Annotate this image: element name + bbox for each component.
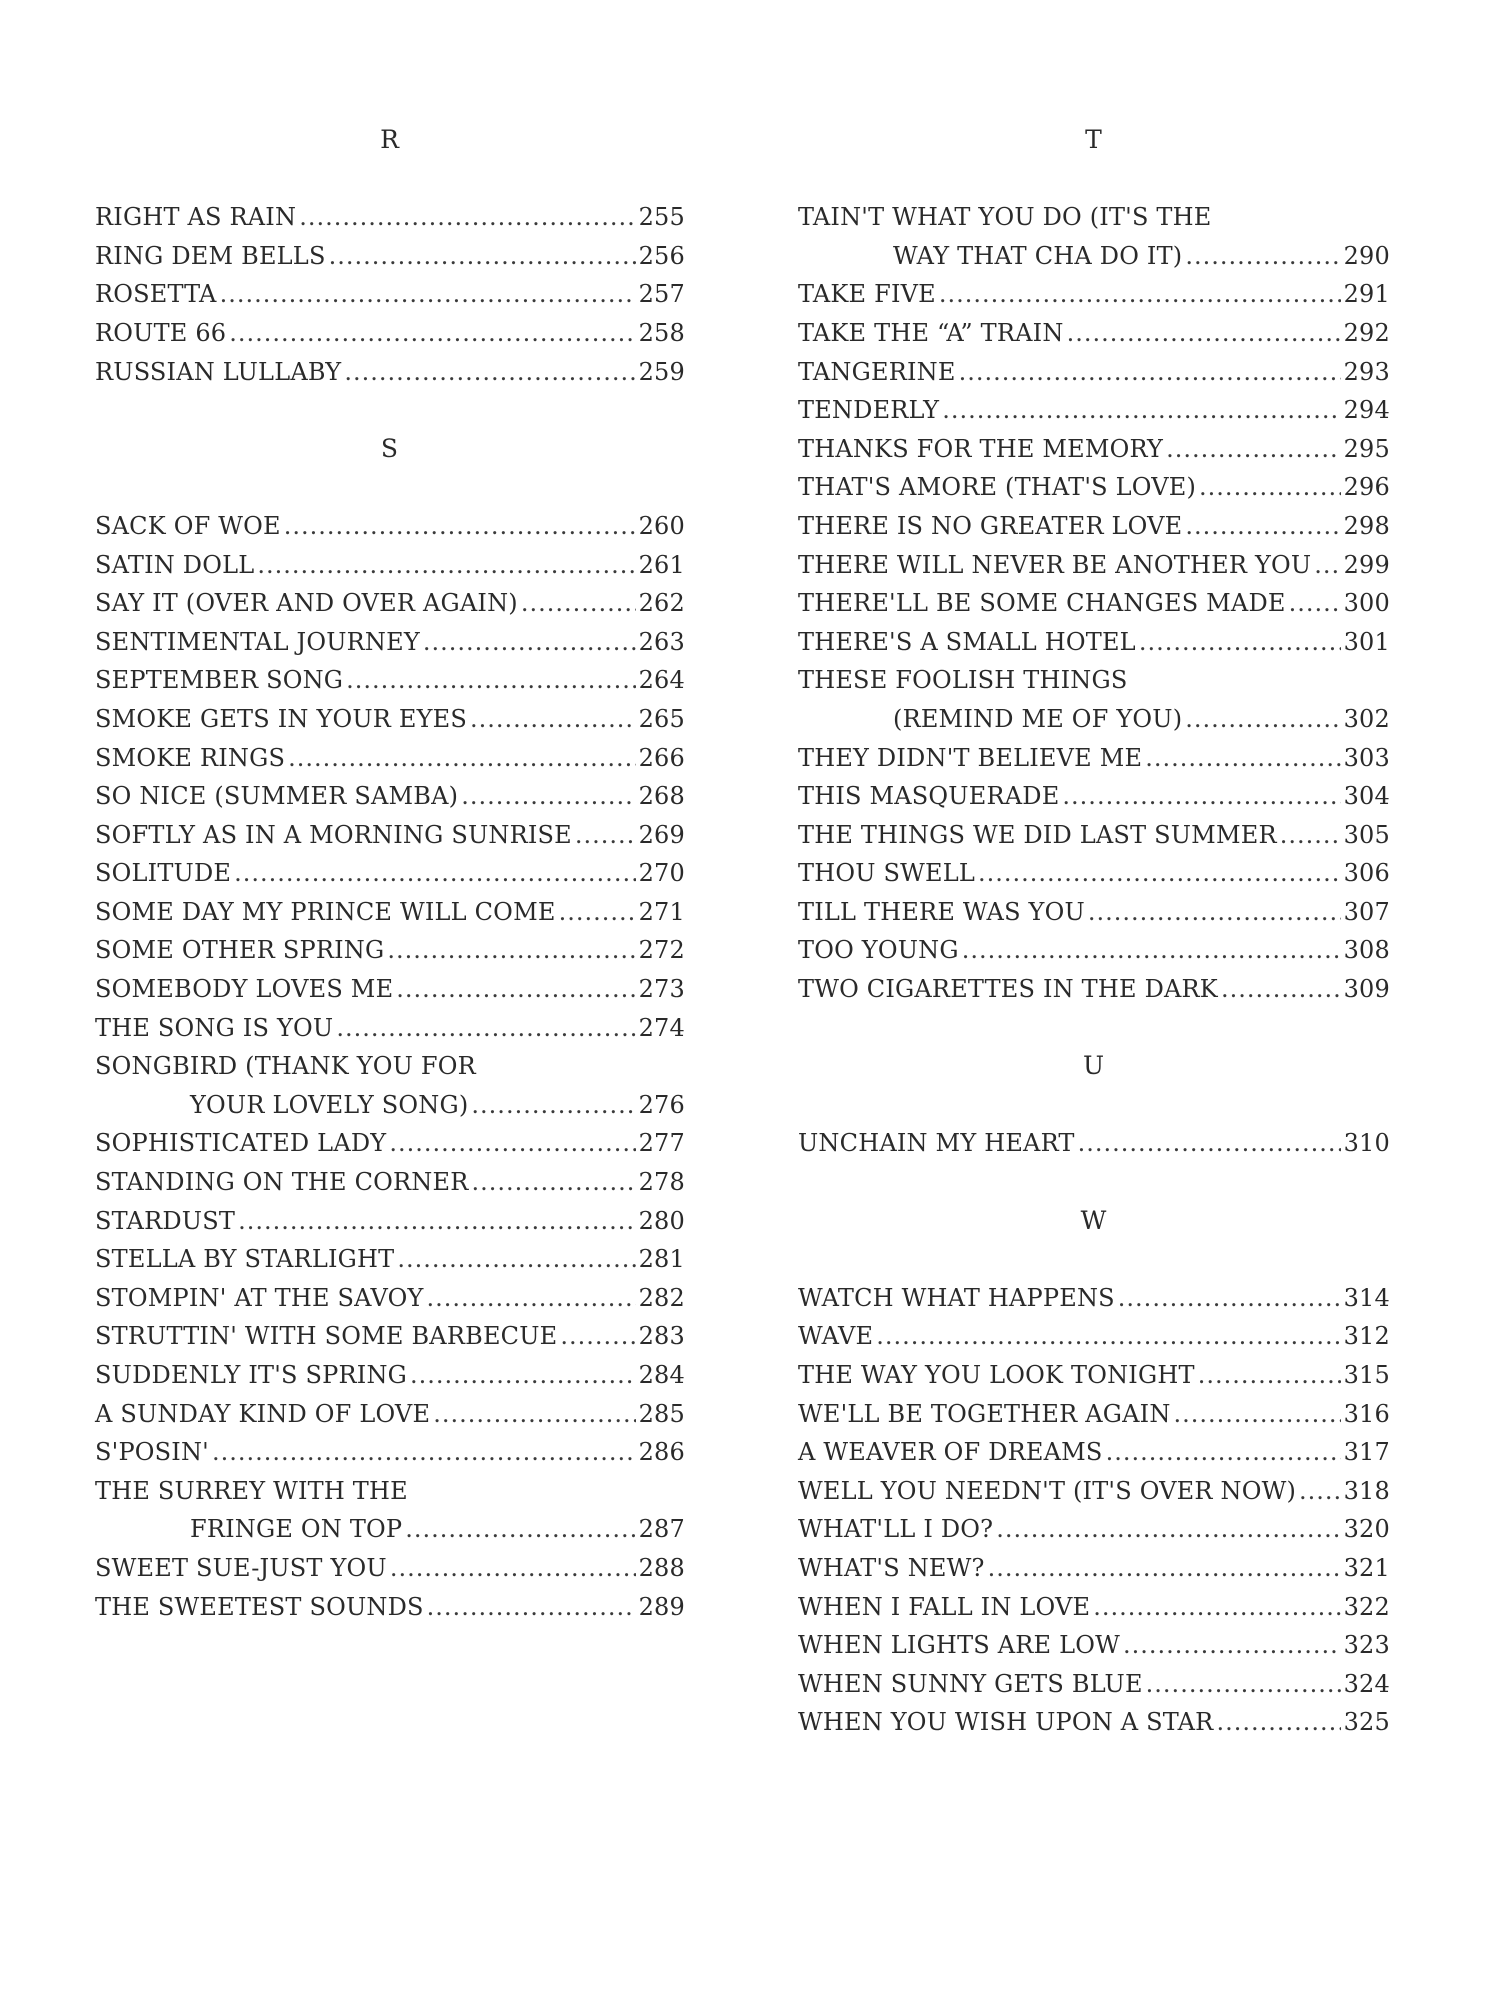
page-number: 276 [638, 1090, 685, 1119]
index-entry [798, 1588, 1390, 1627]
index-entry [798, 777, 1390, 816]
dot-leader [387, 931, 635, 970]
dot-leader [1067, 314, 1341, 353]
index-entry [798, 1356, 1390, 1395]
index-entry [798, 353, 1390, 392]
dot-leader [559, 893, 636, 932]
index-entry [95, 1086, 685, 1125]
index-entry [95, 1009, 685, 1048]
index-entry [95, 1240, 685, 1279]
entry-title: THANKS FOR THE MEMORY [798, 434, 1164, 463]
page-number: 269 [638, 820, 685, 849]
dot-leader [1314, 546, 1340, 585]
index-entry [798, 970, 1390, 1009]
entry-title: THERE WILL NEVER BE ANOTHER YOU [798, 550, 1312, 579]
page-number: 325 [1343, 1708, 1390, 1737]
page-number: 262 [638, 589, 685, 618]
dot-leader [1145, 739, 1340, 778]
entry-title-line2: FRINGE ON TOP [190, 1515, 403, 1544]
index-entry [95, 1356, 685, 1395]
page-number: 260 [638, 511, 685, 540]
index-entry [95, 314, 685, 353]
entry-title: SMOKE RINGS [95, 743, 286, 772]
entry-title-line2: WAY THAT CHA DO IT) [893, 241, 1183, 270]
entry-title: THIS MASQUERADE [798, 782, 1060, 811]
index-entry [798, 275, 1390, 314]
page-number: 289 [638, 1592, 685, 1621]
entry-title: SACK OF WOE [95, 511, 281, 540]
entry-title: RUSSIAN LULLABY [95, 357, 342, 386]
dot-leader [942, 391, 1340, 430]
dot-leader [1166, 430, 1340, 469]
index-entry [798, 931, 1390, 970]
entry-title: STELLA BY STARLIGHT [95, 1245, 395, 1274]
index-entry [798, 1665, 1390, 1704]
page-number: 256 [638, 241, 685, 270]
entry-title: TWO CIGARETTES IN THE DARK [798, 975, 1218, 1004]
entry-title: S'POSIN' [95, 1438, 209, 1467]
page-number: 324 [1343, 1669, 1390, 1698]
index-entry [95, 507, 685, 546]
entry-title: THAT'S AMORE (THAT'S LOVE) [798, 473, 1197, 502]
index-entry [798, 1279, 1390, 1318]
page-number: 305 [1343, 820, 1390, 849]
index-entry [95, 1124, 685, 1163]
entry-list [95, 507, 685, 1626]
index-entry [95, 198, 685, 237]
page-number: 284 [638, 1361, 685, 1389]
page-number: 259 [638, 357, 685, 386]
dot-leader [1198, 1356, 1341, 1395]
entry-list [798, 198, 1390, 1008]
page-number: 301 [1343, 627, 1390, 656]
page-number: 323 [1343, 1631, 1390, 1660]
entry-list [95, 198, 685, 391]
dot-leader [220, 275, 636, 314]
entry-title: TANGERINE [798, 357, 956, 386]
page-number: 288 [638, 1553, 685, 1582]
dot-leader [1146, 1665, 1341, 1704]
page-number: 277 [638, 1129, 685, 1158]
index-column-right [798, 0, 1390, 1742]
entry-title: WHEN LIGHTS ARE LOW [798, 1631, 1120, 1660]
dot-leader [471, 1086, 635, 1125]
dot-leader [1216, 1703, 1340, 1742]
index-entry [798, 1472, 1390, 1511]
entry-title: WHEN SUNNY GETS BLUE [798, 1669, 1143, 1698]
page-number: 321 [1343, 1553, 1390, 1582]
page-number: 265 [638, 704, 685, 733]
page-number: 308 [1343, 936, 1390, 965]
dot-leader [433, 1395, 635, 1434]
index-entry [798, 430, 1390, 469]
dot-leader [390, 1549, 636, 1588]
page-number: 280 [638, 1206, 685, 1235]
section-letter: W [1080, 1205, 1108, 1235]
dot-leader [470, 700, 636, 739]
dot-leader [575, 816, 636, 855]
dot-leader [1139, 623, 1341, 662]
entry-title: WAVE [798, 1322, 874, 1351]
section-letter: U [1082, 1051, 1106, 1081]
index-entry [95, 1549, 685, 1588]
entry-title: A SUNDAY KIND OF LOVE [95, 1399, 431, 1428]
index-entry [798, 468, 1390, 507]
entry-title: SOME OTHER SPRING [95, 936, 385, 965]
page-number: 286 [638, 1438, 685, 1467]
dot-leader [876, 1317, 1340, 1356]
page-number: 274 [638, 1013, 685, 1042]
dot-leader [299, 198, 635, 237]
index-entry [798, 623, 1390, 662]
entry-title: RIGHT AS RAIN [95, 203, 297, 232]
entry-title: THE THINGS WE DID LAST SUMMER [798, 820, 1277, 849]
entry-title: SO NICE (SUMMER SAMBA) [95, 782, 459, 811]
dot-leader [1123, 1626, 1341, 1665]
dot-leader [1062, 777, 1340, 816]
entry-title-line1: TAIN'T WHAT YOU DO (IT'S THE [798, 203, 1212, 232]
section-letter: R [380, 125, 400, 154]
dot-leader [427, 1279, 636, 1318]
page-number: 300 [1343, 589, 1390, 618]
entry-title: TAKE THE “A” TRAIN [798, 318, 1064, 347]
entry-title: TOO YOUNG [798, 936, 959, 965]
page-number: 294 [1343, 396, 1390, 425]
index-entry [95, 893, 685, 932]
entry-list [798, 1124, 1390, 1163]
entry-title: WE'LL BE TOGETHER AGAIN [798, 1399, 1171, 1428]
dot-leader [560, 1317, 635, 1356]
index-entry [798, 1124, 1390, 1163]
entry-title: THE SONG IS YOU [95, 1013, 334, 1042]
entry-title-line1: THE SURREY WITH THE [95, 1476, 408, 1505]
dot-leader [427, 1588, 636, 1627]
page-number: 258 [638, 318, 685, 347]
entry-title: A WEAVER OF DREAMS [798, 1438, 1103, 1467]
page-number: 263 [638, 627, 685, 656]
page-number: 293 [1343, 357, 1390, 386]
dot-leader [1118, 1279, 1341, 1318]
index-entry [95, 237, 685, 276]
dot-leader [397, 1240, 635, 1279]
dot-leader [284, 507, 636, 546]
index-entry [798, 1395, 1390, 1434]
entry-title: THERE IS NO GREATER LOVE [798, 511, 1183, 540]
entry-title: SWEET SUE-JUST YOU [95, 1553, 387, 1582]
page-number: 257 [638, 280, 685, 309]
page-number: 255 [638, 203, 685, 232]
entry-title: STRUTTIN' WITH SOME BARBECUE [95, 1322, 558, 1351]
page-number: 261 [638, 550, 685, 579]
page-number: 292 [1343, 318, 1390, 347]
index-entry [798, 739, 1390, 778]
index-entry [95, 1588, 685, 1627]
entry-title: TILL THERE WAS YOU [798, 897, 1085, 926]
index-entry [95, 739, 685, 778]
dot-leader [996, 1510, 1340, 1549]
dot-leader [1221, 970, 1341, 1009]
index-entry [798, 854, 1390, 893]
dot-leader [288, 739, 635, 778]
index-entry [95, 1317, 685, 1356]
entry-title-line1: SONGBIRD (THANK YOU FOR [95, 1052, 476, 1081]
dot-leader [257, 546, 635, 585]
dot-leader [344, 353, 635, 392]
page-number: 270 [638, 859, 685, 888]
entry-title: WHAT'LL I DO? [798, 1515, 994, 1544]
index-entry [798, 1317, 1390, 1356]
dot-leader [405, 1510, 635, 1549]
entry-title: THERE'S A SMALL HOTEL [798, 627, 1136, 656]
entry-title: THOU SWELL [798, 859, 975, 888]
entry-title-line1: THESE FOOLISH THINGS [798, 666, 1128, 695]
index-entry [95, 546, 685, 585]
page-number: 317 [1343, 1438, 1390, 1467]
entry-title: THEY DIDN'T BELIEVE ME [798, 743, 1143, 772]
index-entry [95, 1433, 685, 1472]
entry-title: RING DEM BELLS [95, 241, 326, 270]
index-entry [95, 700, 685, 739]
page-number: 302 [1343, 704, 1390, 733]
page-number: 268 [638, 782, 685, 811]
index-column-left [95, 0, 685, 1626]
page-number: 312 [1343, 1322, 1390, 1351]
dot-leader [1088, 893, 1341, 932]
dot-leader [988, 1549, 1341, 1588]
page-number: 299 [1343, 550, 1390, 579]
entry-title: WELL YOU NEEDN'T (IT'S OVER NOW) [798, 1476, 1297, 1505]
dot-leader [1185, 237, 1340, 276]
index-entry [798, 893, 1390, 932]
page-number: 320 [1343, 1515, 1390, 1544]
dot-leader [1185, 507, 1340, 546]
page-number: 315 [1343, 1361, 1390, 1389]
entry-title: THE SWEETEST SOUNDS [95, 1592, 424, 1621]
page-number: 272 [638, 936, 685, 965]
index-entry [95, 1163, 685, 1202]
page-number: 307 [1343, 897, 1390, 926]
entry-title: SENTIMENTAL JOURNEY [95, 627, 420, 656]
index-entry [95, 1395, 685, 1434]
entry-title: STARDUST [95, 1206, 236, 1235]
entry-title: THE WAY YOU LOOK TONIGHT [798, 1361, 1195, 1389]
dot-leader [329, 237, 636, 276]
dot-leader [336, 1009, 635, 1048]
index-entry [95, 854, 685, 893]
page-number: 303 [1343, 743, 1390, 772]
entry-title: STOMPIN' AT THE SAVOY [95, 1283, 424, 1312]
right-column-sections [798, 0, 1390, 1742]
entry-title: UNCHAIN MY HEART [798, 1129, 1075, 1158]
entry-title: TENDERLY [798, 396, 940, 425]
entry-title: WHEN YOU WISH UPON A STAR [798, 1708, 1214, 1737]
dot-leader [1199, 468, 1341, 507]
index-entry [95, 661, 685, 700]
page-number: 282 [638, 1283, 685, 1312]
index-entry [798, 584, 1390, 623]
entry-title: SUDDENLY IT'S SPRING [95, 1361, 408, 1389]
dot-leader [521, 584, 636, 623]
page-number: 285 [638, 1399, 685, 1428]
page-number: 287 [638, 1515, 685, 1544]
index-entry [798, 1549, 1390, 1588]
entry-title: TAKE FIVE [798, 280, 936, 309]
page-number: 291 [1343, 280, 1390, 309]
index-entry [798, 1433, 1390, 1472]
left-column-sections [95, 0, 685, 1626]
page-number: 271 [638, 897, 685, 926]
entry-title: SOPHISTICATED LADY [95, 1129, 387, 1158]
dot-leader [939, 275, 1341, 314]
dot-leader [346, 661, 635, 700]
index-entry [95, 275, 685, 314]
page-number: 310 [1343, 1129, 1390, 1158]
entry-title: ROUTE 66 [95, 318, 227, 347]
index-entry [95, 931, 685, 970]
page-number: 290 [1343, 241, 1390, 270]
index-entry [798, 1626, 1390, 1665]
dot-leader [396, 970, 635, 1009]
dot-leader [1078, 1124, 1341, 1163]
dot-leader [461, 777, 635, 816]
dot-leader [978, 854, 1341, 893]
dot-leader [1174, 1395, 1341, 1434]
page-number: 298 [1343, 511, 1390, 540]
index-entry [798, 1703, 1390, 1742]
page-number: 266 [638, 743, 685, 772]
entry-title: SMOKE GETS IN YOUR EYES [95, 704, 468, 733]
page-number: 295 [1343, 434, 1390, 463]
page-number: 278 [638, 1168, 685, 1197]
index-entry [95, 1279, 685, 1318]
page-number: 296 [1343, 473, 1390, 502]
entry-title: ROSETTA [95, 280, 217, 309]
index-entry [798, 700, 1390, 739]
entry-title-line2: YOUR LOVELY SONG) [190, 1090, 469, 1119]
page-number: 283 [638, 1322, 685, 1351]
index-entry [95, 584, 685, 623]
dot-leader [1299, 1472, 1341, 1511]
entry-title: SEPTEMBER SONG [95, 666, 344, 695]
entry-title: SATIN DOLL [95, 550, 255, 579]
entry-title: SOME DAY MY PRINCE WILL COME [95, 897, 556, 926]
entry-title: SAY IT (OVER AND OVER AGAIN) [95, 589, 518, 618]
page-number: 281 [638, 1245, 685, 1274]
dot-leader [389, 1124, 635, 1163]
index-entry [798, 507, 1390, 546]
page-number: 322 [1343, 1592, 1390, 1621]
index-entry [798, 237, 1390, 276]
page-number: 309 [1343, 975, 1390, 1004]
dot-leader [1280, 816, 1341, 855]
dot-leader [1185, 700, 1340, 739]
entry-title: WHAT'S NEW? [798, 1553, 985, 1582]
page-number: 304 [1343, 782, 1390, 811]
index-entry [95, 1202, 685, 1241]
entry-title: SOFTLY AS IN A MORNING SUNRISE [95, 820, 572, 849]
dot-leader [410, 1356, 636, 1395]
dot-leader [1289, 584, 1341, 623]
page-number: 314 [1343, 1283, 1390, 1312]
dot-leader [1093, 1588, 1340, 1627]
entry-title: SOMEBODY LOVES ME [95, 975, 394, 1004]
entry-title-line2: (REMIND ME OF YOU) [893, 704, 1183, 733]
dot-leader [234, 854, 635, 893]
index-entry [798, 546, 1390, 585]
index-entry [798, 314, 1390, 353]
dot-leader [959, 353, 1341, 392]
index-entry [95, 623, 685, 662]
entry-list [798, 1279, 1390, 1742]
index-entry [95, 816, 685, 855]
dot-leader [471, 1163, 635, 1202]
index-entry [95, 353, 685, 392]
dot-leader [229, 314, 635, 353]
entry-title: WATCH WHAT HAPPENS [798, 1283, 1115, 1312]
entry-title: STANDING ON THE CORNER [95, 1168, 469, 1197]
entry-title: THERE'LL BE SOME CHANGES MADE [798, 589, 1286, 618]
entry-title: WHEN I FALL IN LOVE [798, 1592, 1091, 1621]
page-number: 318 [1343, 1476, 1390, 1505]
section-letter: S [380, 433, 400, 463]
entry-title: SOLITUDE [95, 859, 232, 888]
index-entry [95, 777, 685, 816]
page-number: 264 [638, 666, 685, 695]
index-entry [798, 1510, 1390, 1549]
dot-leader [1106, 1433, 1341, 1472]
dot-leader [962, 931, 1341, 970]
index-entry [798, 816, 1390, 855]
index-entry [798, 391, 1390, 430]
page-number: 316 [1343, 1399, 1390, 1428]
dot-leader [238, 1202, 636, 1241]
section-letter: T [1085, 125, 1103, 154]
page-number: 273 [638, 975, 685, 1004]
dot-leader [212, 1433, 636, 1472]
index-entry [95, 1510, 685, 1549]
page-number: 306 [1343, 859, 1390, 888]
index-entry [95, 970, 685, 1009]
dot-leader [423, 623, 636, 662]
